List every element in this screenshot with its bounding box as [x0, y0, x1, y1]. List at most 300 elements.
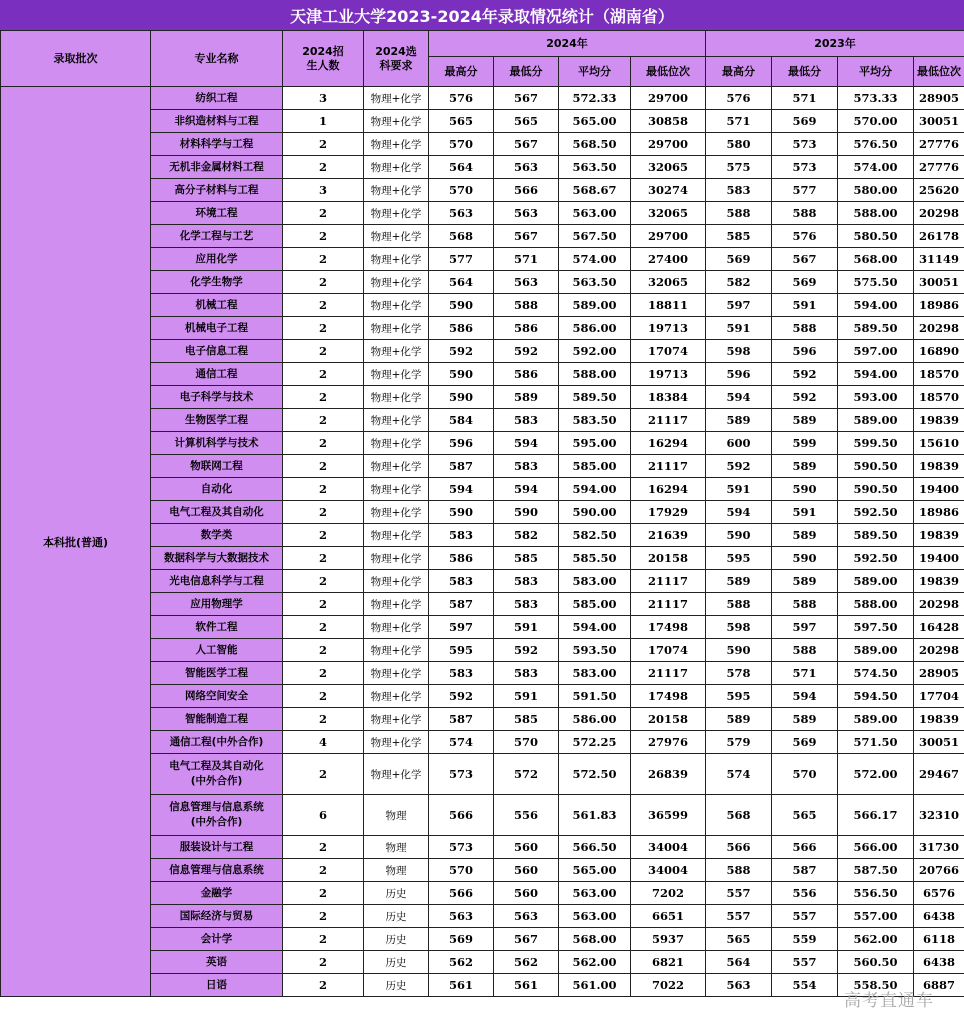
major-cell: 软件工程	[151, 616, 283, 639]
rank-2024-cell: 21117	[631, 593, 706, 616]
rank-2024-cell: 21117	[631, 662, 706, 685]
avg-2024-cell: 568.50	[559, 133, 631, 156]
avg-2024-cell: 563.50	[559, 271, 631, 294]
requirement-cell: 物理	[364, 836, 429, 859]
requirement-cell: 物理+化学	[364, 708, 429, 731]
major-cell: 纺织工程	[151, 87, 283, 110]
max-2023-cell: 557	[706, 905, 772, 928]
rank-2023-cell: 27776	[914, 156, 964, 179]
requirement-cell: 物理+化学	[364, 294, 429, 317]
header-2023-min: 最低分	[772, 57, 838, 87]
requirement-cell: 物理+化学	[364, 731, 429, 754]
avg-2023-cell: 597.50	[838, 616, 914, 639]
requirement-cell: 物理+化学	[364, 133, 429, 156]
major-cell: 电气工程及其自动化 (中外合作)	[151, 754, 283, 795]
rank-2024-cell: 21639	[631, 524, 706, 547]
avg-2023-cell: 574.50	[838, 662, 914, 685]
min-2024-cell: 567	[494, 225, 559, 248]
plan-cell: 2	[283, 685, 364, 708]
major-cell: 机械工程	[151, 294, 283, 317]
rank-2024-cell: 32065	[631, 271, 706, 294]
plan-cell: 2	[283, 478, 364, 501]
min-2023-cell: 557	[772, 905, 838, 928]
min-2023-cell: 589	[772, 570, 838, 593]
avg-2023-cell: 594.00	[838, 363, 914, 386]
major-cell: 网络空间安全	[151, 685, 283, 708]
max-2024-cell: 573	[429, 836, 494, 859]
rank-2024-cell: 27976	[631, 731, 706, 754]
avg-2023-cell: 589.00	[838, 409, 914, 432]
avg-2023-cell: 580.00	[838, 179, 914, 202]
min-2024-cell: 585	[494, 547, 559, 570]
requirement-cell: 物理+化学	[364, 616, 429, 639]
major-cell: 电子科学与技术	[151, 386, 283, 409]
requirement-cell: 物理+化学	[364, 524, 429, 547]
avg-2023-cell: 556.50	[838, 882, 914, 905]
rank-2024-cell: 17074	[631, 340, 706, 363]
requirement-cell: 历史	[364, 951, 429, 974]
major-cell: 高分子材料与工程	[151, 179, 283, 202]
avg-2024-cell: 586.00	[559, 708, 631, 731]
plan-cell: 2	[283, 317, 364, 340]
avg-2024-cell: 595.00	[559, 432, 631, 455]
avg-2024-cell: 565.00	[559, 110, 631, 133]
avg-2024-cell: 594.00	[559, 478, 631, 501]
min-2024-cell: 592	[494, 639, 559, 662]
avg-2023-cell: 589.50	[838, 317, 914, 340]
max-2024-cell: 584	[429, 409, 494, 432]
min-2024-cell: 586	[494, 363, 559, 386]
min-2023-cell: 591	[772, 294, 838, 317]
header-2023-rank: 最低位次	[914, 57, 964, 87]
avg-2023-cell: 562.00	[838, 928, 914, 951]
major-cell: 通信工程(中外合作)	[151, 731, 283, 754]
max-2024-cell: 587	[429, 708, 494, 731]
max-2024-cell: 595	[429, 639, 494, 662]
min-2023-cell: 573	[772, 156, 838, 179]
max-2023-cell: 566	[706, 836, 772, 859]
requirement-cell: 物理+化学	[364, 386, 429, 409]
requirement-cell: 物理+化学	[364, 156, 429, 179]
min-2024-cell: 585	[494, 708, 559, 731]
max-2024-cell: 586	[429, 317, 494, 340]
avg-2023-cell: 558.50	[838, 974, 914, 997]
min-2023-cell: 573	[772, 133, 838, 156]
max-2023-cell: 600	[706, 432, 772, 455]
table-row	[1, 87, 964, 110]
plan-cell: 2	[283, 593, 364, 616]
max-2024-cell: 590	[429, 294, 494, 317]
requirement-cell: 物理+化学	[364, 248, 429, 271]
major-cell: 信息管理与信息系统 (中外合作)	[151, 795, 283, 836]
max-2024-cell: 590	[429, 363, 494, 386]
requirement-cell: 物理+化学	[364, 455, 429, 478]
rank-2023-cell: 25620	[914, 179, 964, 202]
header-plan-2024: 2024招生人数	[283, 31, 364, 87]
max-2024-cell: 563	[429, 202, 494, 225]
page-title: 天津工业大学2023-2024年录取情况统计（湖南省）	[0, 0, 964, 30]
major-cell: 无机非金属材料工程	[151, 156, 283, 179]
avg-2024-cell: 585.50	[559, 547, 631, 570]
rank-2023-cell: 29467	[914, 754, 964, 795]
major-cell: 物联网工程	[151, 455, 283, 478]
max-2024-cell: 574	[429, 731, 494, 754]
avg-2024-cell: 572.25	[559, 731, 631, 754]
plan-cell: 2	[283, 859, 364, 882]
max-2024-cell: 570	[429, 133, 494, 156]
header-2024-min: 最低分	[494, 57, 559, 87]
rank-2023-cell: 6438	[914, 951, 964, 974]
min-2024-cell: 594	[494, 432, 559, 455]
min-2024-cell: 567	[494, 133, 559, 156]
max-2024-cell: 583	[429, 570, 494, 593]
avg-2023-cell: 592.50	[838, 501, 914, 524]
rank-2024-cell: 29700	[631, 133, 706, 156]
plan-cell: 2	[283, 432, 364, 455]
requirement-cell: 物理+化学	[364, 225, 429, 248]
rank-2024-cell: 17074	[631, 639, 706, 662]
requirement-cell: 物理+化学	[364, 110, 429, 133]
major-cell: 生物医学工程	[151, 409, 283, 432]
plan-cell: 2	[283, 547, 364, 570]
requirement-cell: 历史	[364, 928, 429, 951]
rank-2024-cell: 32065	[631, 202, 706, 225]
max-2023-cell: 579	[706, 731, 772, 754]
major-cell: 化学生物学	[151, 271, 283, 294]
min-2023-cell: 590	[772, 547, 838, 570]
requirement-cell: 历史	[364, 882, 429, 905]
plan-cell: 2	[283, 708, 364, 731]
rank-2024-cell: 32065	[631, 156, 706, 179]
rank-2023-cell: 28905	[914, 662, 964, 685]
requirement-cell: 物理+化学	[364, 432, 429, 455]
max-2024-cell: 564	[429, 271, 494, 294]
major-cell: 化学工程与工艺	[151, 225, 283, 248]
avg-2023-cell: 589.00	[838, 708, 914, 731]
max-2023-cell: 563	[706, 974, 772, 997]
rank-2023-cell: 30051	[914, 731, 964, 754]
plan-cell: 2	[283, 133, 364, 156]
max-2023-cell: 565	[706, 928, 772, 951]
min-2023-cell: 589	[772, 455, 838, 478]
rank-2024-cell: 17498	[631, 616, 706, 639]
requirement-cell: 物理	[364, 859, 429, 882]
plan-cell: 2	[283, 248, 364, 271]
rank-2023-cell: 20766	[914, 859, 964, 882]
avg-2024-cell: 590.00	[559, 501, 631, 524]
plan-cell: 2	[283, 662, 364, 685]
avg-2024-cell: 592.00	[559, 340, 631, 363]
rank-2023-cell: 15610	[914, 432, 964, 455]
rank-2024-cell: 16294	[631, 432, 706, 455]
max-2023-cell: 588	[706, 859, 772, 882]
avg-2024-cell: 563.00	[559, 905, 631, 928]
avg-2024-cell: 593.50	[559, 639, 631, 662]
major-cell: 通信工程	[151, 363, 283, 386]
min-2024-cell: 563	[494, 202, 559, 225]
plan-cell: 2	[283, 225, 364, 248]
min-2023-cell: 556	[772, 882, 838, 905]
min-2024-cell: 594	[494, 478, 559, 501]
max-2024-cell: 587	[429, 455, 494, 478]
min-2024-cell: 566	[494, 179, 559, 202]
min-2024-cell: 571	[494, 248, 559, 271]
avg-2024-cell: 589.50	[559, 386, 631, 409]
plan-cell: 2	[283, 974, 364, 997]
max-2024-cell: 596	[429, 432, 494, 455]
requirement-cell: 物理	[364, 795, 429, 836]
max-2023-cell: 580	[706, 133, 772, 156]
min-2023-cell: 589	[772, 708, 838, 731]
plan-cell: 2	[283, 409, 364, 432]
max-2023-cell: 594	[706, 386, 772, 409]
rank-2024-cell: 21117	[631, 570, 706, 593]
avg-2023-cell: 580.50	[838, 225, 914, 248]
rank-2024-cell: 29700	[631, 87, 706, 110]
min-2023-cell: 589	[772, 409, 838, 432]
requirement-cell: 物理+化学	[364, 87, 429, 110]
min-2023-cell: 565	[772, 795, 838, 836]
min-2023-cell: 588	[772, 202, 838, 225]
max-2024-cell: 568	[429, 225, 494, 248]
min-2023-cell: 591	[772, 501, 838, 524]
rank-2024-cell: 19713	[631, 317, 706, 340]
avg-2023-cell: 566.17	[838, 795, 914, 836]
major-cell: 日语	[151, 974, 283, 997]
max-2024-cell: 577	[429, 248, 494, 271]
plan-cell: 2	[283, 639, 364, 662]
max-2023-cell: 595	[706, 685, 772, 708]
plan-cell: 2	[283, 501, 364, 524]
rank-2023-cell: 32310	[914, 795, 964, 836]
max-2024-cell: 563	[429, 905, 494, 928]
max-2024-cell: 583	[429, 524, 494, 547]
avg-2023-cell: 588.00	[838, 593, 914, 616]
min-2024-cell: 563	[494, 156, 559, 179]
min-2023-cell: 567	[772, 248, 838, 271]
min-2023-cell: 566	[772, 836, 838, 859]
plan-cell: 4	[283, 731, 364, 754]
max-2023-cell: 594	[706, 501, 772, 524]
header-major: 专业名称	[151, 31, 283, 87]
rank-2024-cell: 6821	[631, 951, 706, 974]
plan-cell: 2	[283, 754, 364, 795]
min-2023-cell: 576	[772, 225, 838, 248]
rank-2023-cell: 20298	[914, 639, 964, 662]
major-cell: 计算机科学与技术	[151, 432, 283, 455]
major-cell: 机械电子工程	[151, 317, 283, 340]
header-year-2023: 2023年	[706, 31, 964, 57]
max-2024-cell: 570	[429, 179, 494, 202]
major-cell: 应用化学	[151, 248, 283, 271]
min-2023-cell: 587	[772, 859, 838, 882]
rank-2024-cell: 20158	[631, 547, 706, 570]
requirement-cell: 物理+化学	[364, 547, 429, 570]
min-2024-cell: 582	[494, 524, 559, 547]
max-2024-cell: 565	[429, 110, 494, 133]
header-2024-rank: 最低位次	[631, 57, 706, 87]
avg-2023-cell: 571.50	[838, 731, 914, 754]
max-2024-cell: 564	[429, 156, 494, 179]
avg-2023-cell: 597.00	[838, 340, 914, 363]
plan-cell: 3	[283, 87, 364, 110]
avg-2023-cell: 589.00	[838, 570, 914, 593]
watermark: 高考直通车	[844, 991, 934, 1011]
avg-2024-cell: 572.33	[559, 87, 631, 110]
min-2024-cell: 570	[494, 731, 559, 754]
major-cell: 电子信息工程	[151, 340, 283, 363]
rank-2024-cell: 19713	[631, 363, 706, 386]
min-2024-cell: 588	[494, 294, 559, 317]
requirement-cell: 物理+化学	[364, 317, 429, 340]
min-2023-cell: 589	[772, 524, 838, 547]
requirement-cell: 物理+化学	[364, 409, 429, 432]
major-cell: 自动化	[151, 478, 283, 501]
major-cell: 金融学	[151, 882, 283, 905]
max-2023-cell: 590	[706, 524, 772, 547]
major-cell: 环境工程	[151, 202, 283, 225]
plan-cell: 2	[283, 340, 364, 363]
rank-2024-cell: 30858	[631, 110, 706, 133]
major-cell: 数据科学与大数据技术	[151, 547, 283, 570]
min-2024-cell: 583	[494, 662, 559, 685]
plan-cell: 2	[283, 905, 364, 928]
avg-2023-cell: 593.00	[838, 386, 914, 409]
rank-2023-cell: 19839	[914, 455, 964, 478]
min-2024-cell: 563	[494, 271, 559, 294]
max-2024-cell: 597	[429, 616, 494, 639]
avg-2023-cell: 573.33	[838, 87, 914, 110]
min-2024-cell: 590	[494, 501, 559, 524]
rank-2023-cell: 19839	[914, 409, 964, 432]
avg-2024-cell: 585.00	[559, 593, 631, 616]
avg-2023-cell: 576.50	[838, 133, 914, 156]
admission-table	[0, 30, 964, 997]
min-2023-cell: 597	[772, 616, 838, 639]
rank-2023-cell: 18570	[914, 363, 964, 386]
requirement-cell: 物理+化学	[364, 340, 429, 363]
rank-2023-cell: 16428	[914, 616, 964, 639]
major-cell: 英语	[151, 951, 283, 974]
min-2024-cell: 563	[494, 905, 559, 928]
rank-2023-cell: 19839	[914, 524, 964, 547]
rank-2023-cell: 20298	[914, 317, 964, 340]
major-cell: 数学类	[151, 524, 283, 547]
plan-cell: 6	[283, 795, 364, 836]
rank-2024-cell: 17498	[631, 685, 706, 708]
header-2024-avg: 平均分	[559, 57, 631, 87]
table-body	[1, 87, 964, 997]
requirement-cell: 物理+化学	[364, 639, 429, 662]
header-req-2024: 2024选科要求	[364, 31, 429, 87]
min-2024-cell: 560	[494, 859, 559, 882]
max-2023-cell: 576	[706, 87, 772, 110]
rank-2023-cell: 18986	[914, 501, 964, 524]
plan-cell: 2	[283, 882, 364, 905]
major-cell: 材料科学与工程	[151, 133, 283, 156]
avg-2023-cell: 575.50	[838, 271, 914, 294]
rank-2023-cell: 19839	[914, 570, 964, 593]
max-2023-cell: 589	[706, 708, 772, 731]
avg-2024-cell: 561.83	[559, 795, 631, 836]
plan-cell: 2	[283, 524, 364, 547]
min-2024-cell: 565	[494, 110, 559, 133]
rank-2023-cell: 18986	[914, 294, 964, 317]
max-2024-cell: 592	[429, 685, 494, 708]
avg-2023-cell: 594.00	[838, 294, 914, 317]
min-2024-cell: 561	[494, 974, 559, 997]
rank-2023-cell: 18570	[914, 386, 964, 409]
min-2023-cell: 570	[772, 754, 838, 795]
min-2024-cell: 591	[494, 685, 559, 708]
plan-cell: 2	[283, 271, 364, 294]
avg-2023-cell: 592.50	[838, 547, 914, 570]
min-2024-cell: 567	[494, 87, 559, 110]
avg-2024-cell: 572.50	[559, 754, 631, 795]
avg-2024-cell: 568.67	[559, 179, 631, 202]
avg-2023-cell: 557.00	[838, 905, 914, 928]
avg-2023-cell: 599.50	[838, 432, 914, 455]
max-2023-cell: 598	[706, 340, 772, 363]
rank-2024-cell: 6651	[631, 905, 706, 928]
min-2023-cell: 571	[772, 87, 838, 110]
rank-2023-cell: 6118	[914, 928, 964, 951]
avg-2024-cell: 566.50	[559, 836, 631, 859]
min-2024-cell: 562	[494, 951, 559, 974]
min-2023-cell: 571	[772, 662, 838, 685]
min-2024-cell: 591	[494, 616, 559, 639]
plan-cell: 2	[283, 156, 364, 179]
max-2023-cell: 585	[706, 225, 772, 248]
rank-2024-cell: 21117	[631, 455, 706, 478]
avg-2024-cell: 561.00	[559, 974, 631, 997]
avg-2023-cell: 590.50	[838, 455, 914, 478]
max-2024-cell: 570	[429, 859, 494, 882]
max-2024-cell: 573	[429, 754, 494, 795]
max-2023-cell: 597	[706, 294, 772, 317]
plan-cell: 2	[283, 202, 364, 225]
rank-2024-cell: 7022	[631, 974, 706, 997]
rank-2024-cell: 29700	[631, 225, 706, 248]
max-2023-cell: 564	[706, 951, 772, 974]
min-2023-cell: 577	[772, 179, 838, 202]
avg-2023-cell: 589.50	[838, 524, 914, 547]
max-2023-cell: 592	[706, 455, 772, 478]
min-2024-cell: 583	[494, 570, 559, 593]
min-2023-cell: 559	[772, 928, 838, 951]
requirement-cell: 历史	[364, 905, 429, 928]
major-cell: 应用物理学	[151, 593, 283, 616]
min-2023-cell: 596	[772, 340, 838, 363]
header-2023-avg: 平均分	[838, 57, 914, 87]
avg-2024-cell: 586.00	[559, 317, 631, 340]
requirement-cell: 物理+化学	[364, 363, 429, 386]
rank-2023-cell: 31730	[914, 836, 964, 859]
max-2023-cell: 589	[706, 570, 772, 593]
avg-2023-cell: 568.00	[838, 248, 914, 271]
min-2023-cell: 554	[772, 974, 838, 997]
rank-2024-cell: 21117	[631, 409, 706, 432]
min-2024-cell: 572	[494, 754, 559, 795]
min-2023-cell: 588	[772, 639, 838, 662]
max-2023-cell: 557	[706, 882, 772, 905]
avg-2024-cell: 589.00	[559, 294, 631, 317]
plan-cell: 2	[283, 294, 364, 317]
plan-cell: 2	[283, 570, 364, 593]
max-2023-cell: 591	[706, 478, 772, 501]
rank-2024-cell: 5937	[631, 928, 706, 951]
rank-2023-cell: 26178	[914, 225, 964, 248]
